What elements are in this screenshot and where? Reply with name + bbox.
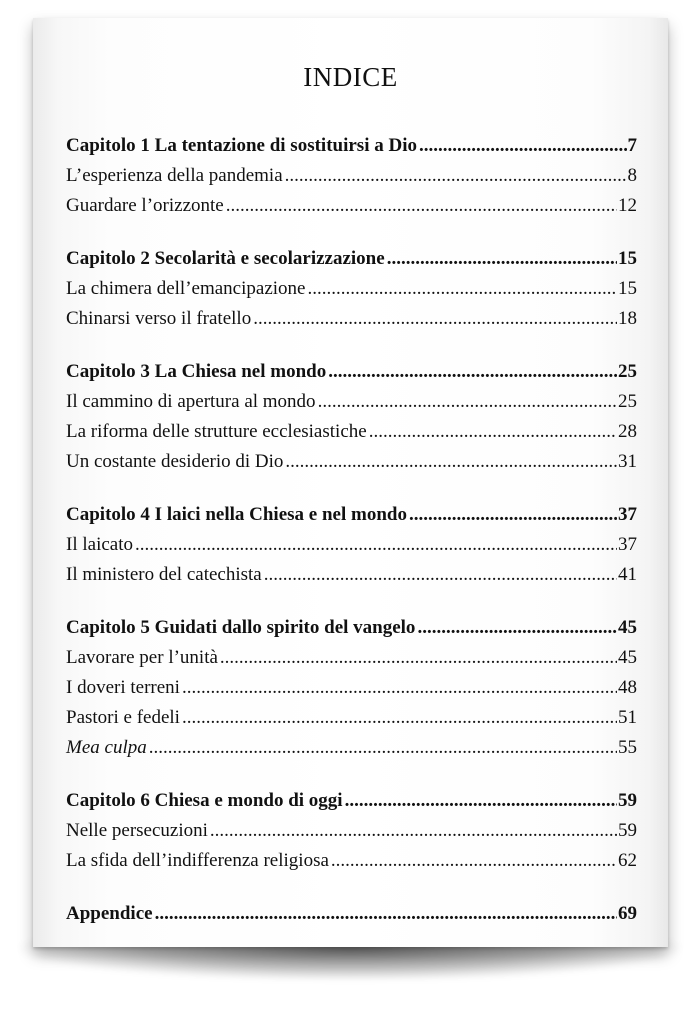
toc-section-entry[interactable]: [66, 421, 637, 451]
toc-section-entry[interactable]: [66, 165, 637, 195]
toc-entry-label: Capitolo 6 Chiesa e mondo di oggi: [66, 790, 343, 811]
toc-section-entry[interactable]: [66, 278, 637, 308]
toc-group-chapter-5: [66, 617, 637, 767]
toc-page-number: 62: [618, 850, 637, 871]
toc-entry-label: Pastori e fedeli: [66, 707, 180, 728]
toc-chapter-entry[interactable]: [66, 504, 637, 534]
dot-leader: [328, 361, 617, 383]
toc-page-number: 59: [618, 820, 637, 841]
toc-entry-label: Capitolo 3 La Chiesa nel mondo: [66, 361, 327, 382]
dot-leader: [220, 647, 617, 669]
toc-page-number: 31: [618, 451, 637, 472]
dot-leader: [264, 564, 617, 586]
toc-page-number: 15: [618, 248, 637, 269]
toc-chapter-entry[interactable]: [66, 617, 637, 647]
toc-section-entry[interactable]: [66, 820, 637, 850]
toc-group-chapter-4: [66, 504, 637, 594]
toc-page-number: 55: [618, 737, 637, 758]
toc-page-number: 8: [627, 165, 637, 186]
dot-leader: [307, 278, 617, 300]
dot-leader: [387, 248, 617, 270]
dot-leader: [155, 903, 617, 925]
toc-page-number: 7: [627, 135, 637, 156]
toc-entry-label: Capitolo 2 Secolarità e secolarizzazione: [66, 248, 385, 269]
toc-group-chapter-2: [66, 248, 637, 338]
dot-leader: [226, 195, 617, 217]
toc-section-entry[interactable]: [66, 677, 637, 707]
dot-leader: [253, 308, 617, 330]
toc-page-number: 41: [618, 564, 637, 585]
toc-entry-label: Capitolo 5 Guidati dallo spirito del vangelo: [66, 617, 416, 638]
toc-page-number: 25: [618, 391, 637, 412]
page-title: INDICE: [303, 62, 398, 92]
toc-section-entry[interactable]: [66, 534, 637, 564]
toc-section-entry[interactable]: [66, 647, 637, 677]
toc-section-entry[interactable]: [66, 737, 637, 767]
toc-entry-label: Capitolo 4 I laici nella Chiesa e nel mondo: [66, 504, 407, 525]
toc-section-entry[interactable]: [66, 308, 637, 338]
dot-leader: [331, 850, 617, 872]
dot-leader: [419, 135, 627, 157]
dot-leader: [182, 707, 617, 729]
toc-page-number: 18: [618, 308, 637, 329]
toc-chapter-entry[interactable]: [66, 248, 637, 278]
toc-entry-label: Chinarsi verso il fratello: [66, 308, 252, 329]
toc-chapter-entry[interactable]: [66, 790, 637, 820]
toc-page-number: 12: [618, 195, 637, 216]
dot-leader: [318, 391, 617, 413]
toc-entry-label: Lavorare per l’unità: [66, 647, 218, 668]
dot-leader: [409, 504, 617, 526]
dot-leader: [135, 534, 617, 556]
toc-page-number: 51: [618, 707, 637, 728]
dot-leader: [417, 617, 617, 639]
toc-chapter-entry[interactable]: [66, 361, 637, 391]
dot-leader: [285, 451, 617, 473]
toc-entry-label: Il cammino di apertura al mondo: [66, 391, 316, 412]
toc-page-number: 15: [618, 278, 637, 299]
toc-section-entry[interactable]: [66, 850, 637, 880]
toc-section-entry[interactable]: [66, 391, 637, 421]
toc-entry-label: Guardare l’orizzonte: [66, 195, 224, 216]
toc-entry-label: Il laicato: [66, 534, 133, 555]
toc-page-number: 59: [618, 790, 637, 811]
toc-entry-label: Appendice: [66, 903, 153, 924]
dot-leader: [369, 421, 617, 443]
toc-section-entry[interactable]: [66, 707, 637, 737]
toc-chapter-entry[interactable]: [66, 135, 637, 165]
book-page: [33, 18, 668, 947]
toc-page-number: 37: [618, 534, 637, 555]
toc-page-number: 48: [618, 677, 637, 698]
toc-entry-label: La riforma delle strutture ecclesiastiche: [66, 421, 367, 442]
toc-appendix-entry[interactable]: [66, 903, 637, 933]
dot-leader: [182, 677, 617, 699]
dot-leader: [210, 820, 617, 842]
toc-page-number: 45: [618, 617, 637, 638]
toc-entry-label: Mea culpa: [66, 737, 147, 758]
toc-page-number: 45: [618, 647, 637, 668]
table-of-contents: [66, 135, 637, 956]
toc-entry-label: Il ministero del catechista: [66, 564, 262, 585]
toc-entry-label: La chimera dell’emancipazione: [66, 278, 306, 299]
toc-group-chapter-1: [66, 135, 637, 225]
toc-section-entry[interactable]: [66, 195, 637, 225]
toc-group-chapter-6: [66, 790, 637, 880]
toc-section-entry[interactable]: [66, 451, 637, 481]
dot-leader: [149, 737, 617, 759]
toc-group-chapter-3: [66, 361, 637, 481]
dot-leader: [345, 790, 617, 812]
toc-section-entry[interactable]: [66, 564, 637, 594]
toc-entry-label: Capitolo 1 La tentazione di sostituirsi a Dio: [66, 135, 417, 156]
toc-entry-label: L’esperienza della pandemia: [66, 165, 283, 186]
toc-page-number: 69: [618, 903, 637, 924]
toc-page-number: 25: [618, 361, 637, 382]
toc-entry-label: Nelle persecuzioni: [66, 820, 208, 841]
toc-entry-label: Un costante desiderio di Dio: [66, 451, 284, 472]
toc-page-number: 37: [618, 504, 637, 525]
toc-entry-label: I doveri terreni: [66, 677, 180, 698]
dot-leader: [285, 165, 627, 187]
toc-group-appendix: [66, 903, 637, 933]
toc-page-number: 28: [618, 421, 637, 442]
toc-entry-label: La sfida dell’indifferenza religiosa: [66, 850, 329, 871]
